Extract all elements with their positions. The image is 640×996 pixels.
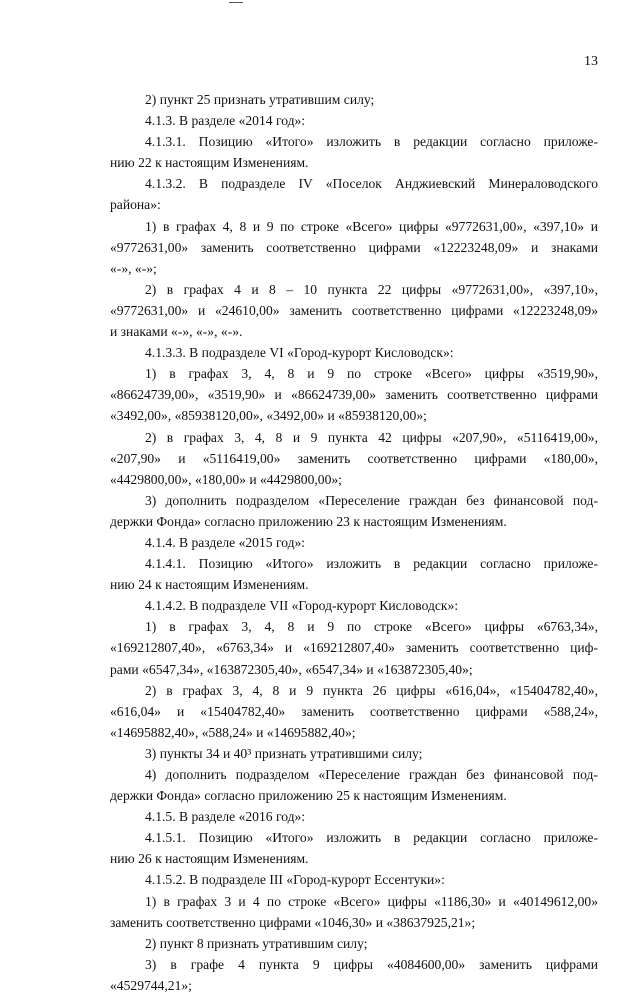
text-line: «4529744,21»; <box>110 977 192 993</box>
text-line: нию 22 к настоящим Изменениям. <box>110 155 309 171</box>
paragraph-p12 <box>110 553 598 595</box>
text-line: 2) в графах 3, 4, 8 и 9 пункта 26 цифры «616,04», «15404782,40», <box>145 682 598 698</box>
text-line: 4.1.3.2. В подразделе IV «Поселок Анджиевский Минераловодского <box>145 176 598 192</box>
text-line: «616,04» и «15404782,40» заменить соответственно цифрами «588,24», <box>110 703 598 719</box>
text-line: 1) в графах 4, 8 и 9 по строке «Всего» цифры «9772631,00», «397,10» и <box>145 218 598 234</box>
text-line: «-», «-»; <box>110 260 157 276</box>
text-line: 2) в графах 4 и 8 – 10 пункта 22 цифры «9772631,00», «397,10», <box>145 281 598 297</box>
text-line: 2) в графах 3, 4, 8 и 9 пункта 42 цифры «207,90», «5116419,00», <box>145 429 598 445</box>
paragraph-p23 <box>110 954 598 996</box>
paragraph-p20 <box>110 869 598 890</box>
text-line: «207,90» и «5116419,00» заменить соответственно цифрами «180,00», <box>110 450 598 466</box>
paragraph-p4 <box>110 173 598 215</box>
paragraph-p19 <box>110 827 598 869</box>
paragraph-p3 <box>110 131 598 173</box>
text-line: 4) дополнить подразделом «Переселение граждан без финансовой под- <box>145 767 598 782</box>
text-line: «86624739,00», «3519,90» и «86624739,00» заменить соответственно цифрами <box>110 387 598 403</box>
paragraph-p16 <box>110 743 598 764</box>
text-line: 4.1.3.3. В подразделе VI «Город-курорт Кисловодск»: <box>145 345 454 361</box>
paragraph-p8 <box>110 363 598 426</box>
text-line: 2) пункт 8 признать утратившим силу; <box>145 935 368 951</box>
text-line: «9772631,00» заменить соответственно цифрами «12223248,09» и знаками <box>110 239 598 255</box>
text-line: 4.1.5.2. В подразделе III «Город-курорт Ессентуки»: <box>145 872 445 888</box>
paragraph-p9 <box>110 427 598 490</box>
text-line: «3492,00», «85938120,00», «3492,00» и «85938120,00»; <box>110 408 427 424</box>
paragraph-p7 <box>110 342 598 363</box>
paragraph-p18 <box>110 806 598 827</box>
paragraph-p22 <box>110 933 598 954</box>
text-line: рами «6547,34», «163872305,40», «6547,34» и «163872305,40»; <box>110 661 473 677</box>
paragraph-p2 <box>110 110 598 131</box>
text-line: 4.1.4. В разделе «2015 год»: <box>145 534 306 550</box>
text-line: 4.1.5.1. Позицию «Итого» изложить в редакции согласно приложе- <box>145 830 598 846</box>
paragraph-p17 <box>110 764 598 806</box>
text-line: нию 24 к настоящим Изменениям. <box>110 577 309 593</box>
text-line: заменить соответственно цифрами «1046,30» и «38637925,21»; <box>110 914 476 930</box>
text-line: 1) в графах 3, 4, 8 и 9 по строке «Всего» цифры «6763,34», <box>145 619 598 635</box>
paragraph-p11 <box>110 532 598 553</box>
text-line: и знаками «-», «-», «-». <box>110 324 243 340</box>
text-line: района»: <box>110 197 161 213</box>
text-line: 3) пункты 34 и 40³ признать утратившими силу; <box>145 745 423 761</box>
text-line: нию 26 к настоящим Изменениям. <box>110 851 309 867</box>
text-line: 4.1.3.1. Позицию «Итого» изложить в редакции согласно приложе- <box>145 134 598 150</box>
text-line: 1) в графах 3, 4, 8 и 9 по строке «Всего» цифры «3519,90», <box>145 366 598 382</box>
text-line: 1) в графах 3 и 4 по строке «Всего» цифры «1186,30» и «40149612,00» <box>145 893 598 909</box>
paragraph-p10 <box>110 490 598 532</box>
text-line: держки Фонда» согласно приложению 25 к настоящим Изменениям. <box>110 788 507 804</box>
text-line: «169212807,40», «6763,34» и «169212807,40» заменить соответственно циф- <box>110 640 598 656</box>
page-number: 13 <box>584 54 598 69</box>
paragraph-p13 <box>110 595 598 616</box>
text-line: 3) в графе 4 пункта 9 цифры «4084600,00» заменить цифрами <box>145 956 598 972</box>
text-line: 4.1.5. В разделе «2016 год»: <box>145 809 306 825</box>
text-line: 4.1.3. В разделе «2014 год»: <box>145 113 306 129</box>
text-line: держки Фонда» согласно приложению 23 к настоящим Изменениям. <box>110 513 507 529</box>
paragraph-p5 <box>110 216 598 279</box>
text-line: 4.1.4.2. В подразделе VII «Город-курорт Кисловодск»: <box>145 598 459 614</box>
text-line: «9772631,00» и «24610,00» заменить соответственно цифрами «12223248,09» <box>110 302 598 318</box>
paragraph-p15 <box>110 680 598 743</box>
paragraph-p6 <box>110 279 598 342</box>
text-line: 3) дополнить подразделом «Переселение граждан без финансовой под- <box>145 492 598 508</box>
text-line: «4429800,00», «180,00» и «4429800,00»; <box>110 471 342 487</box>
paragraph-p14 <box>110 616 598 679</box>
scan-mark <box>229 2 243 3</box>
document-body <box>110 89 598 996</box>
text-line: 4.1.4.1. Позицию «Итого» изложить в редакции согласно приложе- <box>145 556 598 572</box>
paragraph-p1 <box>110 89 598 110</box>
text-line: «14695882,40», «588,24» и «14695882,40»; <box>110 724 356 740</box>
text-line: 2) пункт 25 признать утратившим силу; <box>145 92 375 107</box>
